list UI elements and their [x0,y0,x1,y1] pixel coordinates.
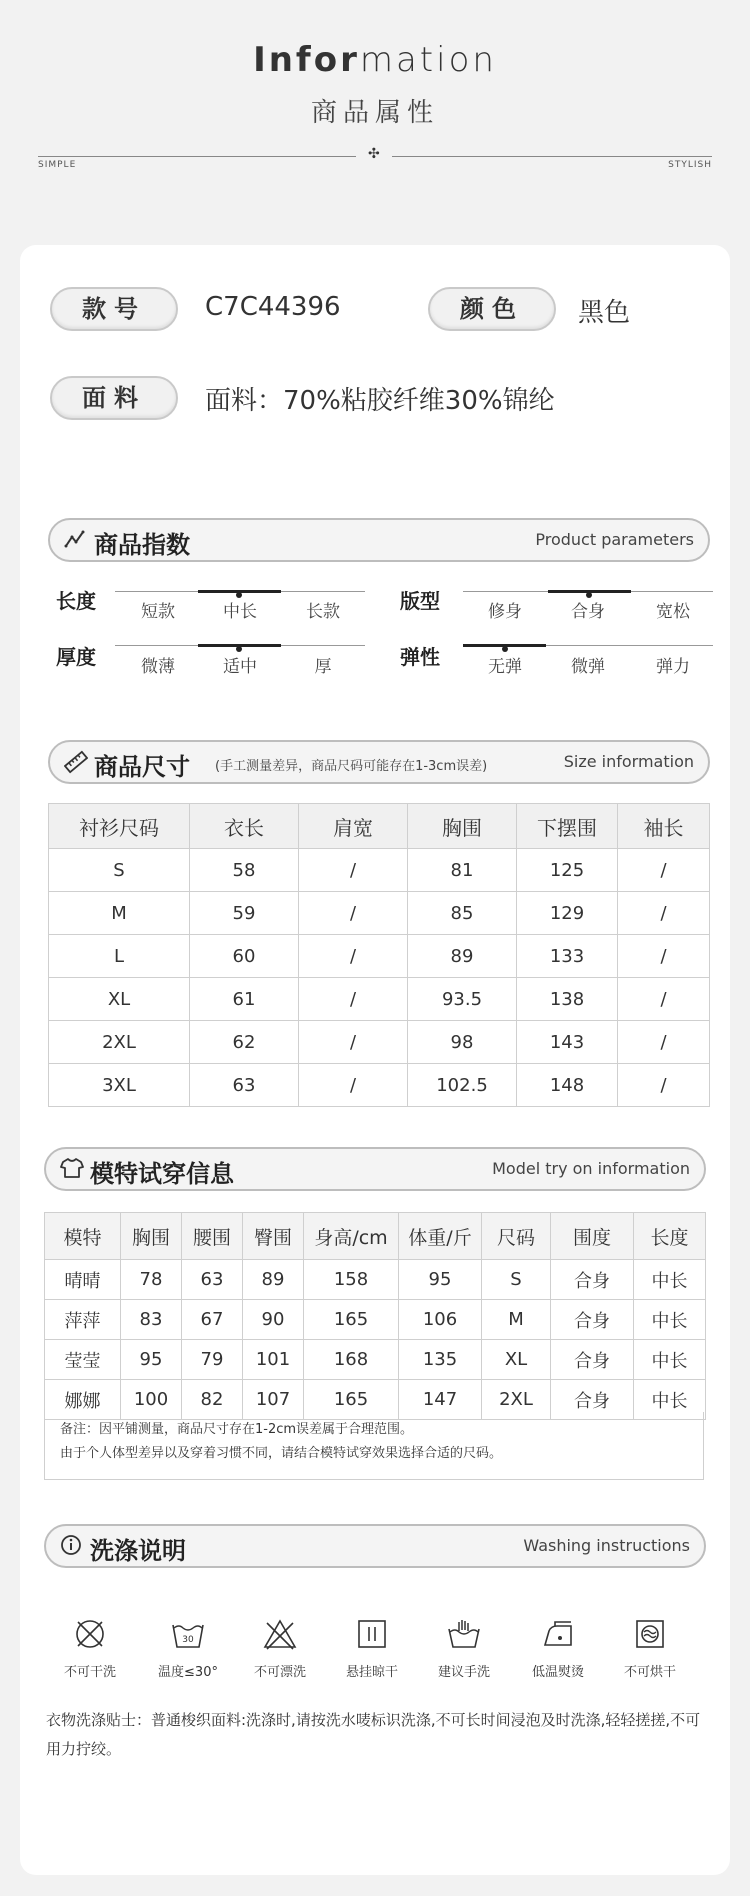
table-header: 袖长 [618,804,710,849]
low-iron-icon [541,1617,575,1651]
table-header: 长度 [634,1213,706,1260]
table-cell: 中长 [634,1340,706,1380]
wash-label: 不可漂洗 [253,1665,306,1680]
table-cell: / [299,978,408,1021]
table-row [45,1300,706,1340]
index-label-elasticity: 弹性 [400,645,440,669]
table-cell: 125 [517,849,618,892]
table-row [49,935,710,978]
index-option: 微弹 [571,657,605,677]
table-cell: 58 [190,849,299,892]
table-header: 下摆围 [517,804,618,849]
table-cell: 3XL [49,1064,190,1107]
table-cell: 2XL [49,1021,190,1064]
table-cell: 85 [408,892,517,935]
table-header: 臀围 [243,1213,304,1260]
table-cell: 98 [408,1021,517,1064]
tag-stylish: STYLISH [668,160,712,170]
tag-simple: SIMPLE [38,160,77,170]
table-cell: 61 [190,978,299,1021]
table-cell: XL [49,978,190,1021]
table-cell: 168 [304,1340,399,1380]
model-table [44,1212,706,1420]
table-cell: 81 [408,849,517,892]
table-cell: 165 [304,1380,399,1420]
section-title: 模特试穿信息 [90,1160,234,1188]
table-cell: / [618,1021,710,1064]
wash-label: 建议手洗 [437,1665,490,1680]
wash-label: 温度≤30° [158,1665,218,1680]
table-header: 衬衫尺码 [49,804,190,849]
index-option: 长款 [306,602,340,622]
color-value: 黑色 [578,298,631,328]
style-no-value: C7C44396 [205,292,341,322]
section-model-info [44,1147,706,1191]
section-product-index [48,518,710,562]
table-cell: 135 [399,1340,482,1380]
table-cell: 中长 [634,1380,706,1420]
table-cell: / [618,849,710,892]
table-cell: / [618,978,710,1021]
table-header: 模特 [45,1213,121,1260]
table-cell: 63 [182,1260,243,1300]
fabric-label: 面料 [50,376,178,420]
wash-temp-text: 30 [182,1635,194,1645]
wash-label: 不可烘干 [623,1665,676,1680]
divider-ornament-icon: ✣ [368,146,380,162]
table-cell: 萍萍 [45,1300,121,1340]
table-cell: 101 [243,1340,304,1380]
table-header: 体重/斤 [399,1213,482,1260]
hand-wash-icon [447,1617,481,1651]
table-cell: 2XL [482,1380,551,1420]
no-bleach-icon [263,1617,297,1651]
table-cell: / [299,892,408,935]
table-cell: 中长 [634,1260,706,1300]
table-cell: 合身 [551,1260,634,1300]
table-cell: 106 [399,1300,482,1340]
table-cell: 129 [517,892,618,935]
info-icon [60,1534,82,1561]
size-table [48,803,710,1107]
wash-label: 低温熨烫 [531,1665,584,1680]
table-cell: 79 [182,1340,243,1380]
index-option: 宽松 [656,602,690,622]
index-option: 无弹 [488,657,522,677]
table-cell: 143 [517,1021,618,1064]
section-note: (手工测量差异，商品尺码可能存在1-3cm误差) [215,759,488,774]
table-cell: L [49,935,190,978]
table-cell: 60 [190,935,299,978]
section-title-en: Product parameters [535,530,694,549]
table-cell: 59 [190,892,299,935]
shirt-icon [60,1157,84,1184]
index-option: 弹力 [656,657,690,677]
table-cell: 娜娜 [45,1380,121,1420]
table-cell: / [618,1064,710,1107]
index-option: 中长 [223,602,257,622]
table-cell: 89 [243,1260,304,1300]
table-cell: 82 [182,1380,243,1420]
trend-chart-icon [64,528,86,555]
divider-right [392,156,712,157]
table-header: 衣长 [190,804,299,849]
table-row [45,1340,706,1380]
table-header: 身高/cm [304,1213,399,1260]
table-cell: 67 [182,1300,243,1340]
table-cell: 78 [121,1260,182,1300]
table-cell: 合身 [551,1380,634,1420]
section-title-en: Model try on information [492,1159,690,1178]
table-cell: 148 [517,1064,618,1107]
section-title: 洗涤说明 [90,1537,186,1565]
table-cell: / [618,935,710,978]
table-cell: M [49,892,190,935]
table-cell: 158 [304,1260,399,1300]
table-cell: 62 [190,1021,299,1064]
table-cell: 90 [243,1300,304,1340]
section-washing [44,1524,706,1568]
wash-tip: 衣物洗涤贴士：普通梭织面料:洗涤时,请按洗水唛标识洗涤,不可长时间浸泡及时洗涤,轻轻搓搓,不可用力拧绞。 [46,1711,701,1758]
wash-30-icon [171,1617,205,1651]
table-cell: 95 [399,1260,482,1300]
table-cell: 95 [121,1340,182,1380]
index-option: 短款 [141,602,175,622]
table-header: 肩宽 [299,804,408,849]
section-size-info [48,740,710,784]
table-header-row [45,1213,706,1260]
table-cell: 93.5 [408,978,517,1021]
index-option: 厚 [314,657,332,677]
section-title: 商品尺寸 [94,753,190,781]
table-header: 胸围 [408,804,517,849]
model-note-line1: 备注：因平铺测量，商品尺寸存在1-2cm误差属于合理范围。 [60,1422,414,1437]
divider-left [38,156,356,157]
page-title-en: Information [253,40,497,80]
wash-item-temp [148,1617,228,1680]
wash-item-no-bleach [240,1617,320,1680]
table-row [49,1064,710,1107]
table-header: 胸围 [121,1213,182,1260]
table-header: 围度 [551,1213,634,1260]
wash-item-hang-dry [332,1617,412,1680]
index-label-thickness: 厚度 [56,645,96,669]
table-cell: XL [482,1340,551,1380]
wash-item-low-iron [518,1617,598,1680]
table-cell: 合身 [551,1300,634,1340]
table-cell: 莹莹 [45,1340,121,1380]
table-row [49,892,710,935]
table-row [49,978,710,1021]
table-cell: 晴晴 [45,1260,121,1300]
table-cell: 102.5 [408,1064,517,1107]
wash-item-hand-wash [424,1617,504,1680]
style-no-label: 款号 [50,287,178,331]
table-row [49,1021,710,1064]
table-header: 腰围 [182,1213,243,1260]
table-cell: 107 [243,1380,304,1420]
table-header-row [49,804,710,849]
no-dry-clean-icon [73,1617,107,1651]
table-cell: / [299,935,408,978]
table-cell: S [49,849,190,892]
table-cell: 89 [408,935,517,978]
table-cell: 133 [517,935,618,978]
hang-dry-icon [355,1617,389,1651]
table-cell: 138 [517,978,618,1021]
table-row [45,1260,706,1300]
table-cell: / [299,1021,408,1064]
wash-label: 不可干洗 [63,1665,116,1680]
table-cell: 165 [304,1300,399,1340]
table-header: 尺码 [482,1213,551,1260]
index-option: 修身 [488,602,522,622]
table-cell: 83 [121,1300,182,1340]
table-cell: / [618,892,710,935]
ruler-icon [64,750,88,779]
section-title-en: Washing instructions [523,1536,690,1555]
table-cell: 合身 [551,1340,634,1380]
page-title-cn: 商品属性 [310,98,439,128]
index-option: 微薄 [141,657,175,677]
index-label-length: 长度 [56,589,96,613]
table-cell: 中长 [634,1300,706,1340]
section-title: 商品指数 [94,531,190,559]
table-cell: 147 [399,1380,482,1420]
fabric-value: 面料：70%粘胶纤维30%锦纶 [205,386,555,416]
wash-item-no-dry-clean [50,1617,130,1680]
table-cell: S [482,1260,551,1300]
index-label-fit: 版型 [400,589,440,613]
model-note-line2: 由于个人体型差异以及穿着习惯不同，请结合模特试穿效果选择合适的尺码。 [60,1446,503,1461]
table-cell: M [482,1300,551,1340]
wash-label: 悬挂晾干 [345,1665,398,1680]
wash-item-no-tumble-dry [610,1617,690,1680]
no-tumble-dry-icon [633,1617,667,1651]
table-cell: 100 [121,1380,182,1420]
index-option: 合身 [571,602,605,622]
section-title-en: Size information [563,752,694,771]
table-cell: / [299,1064,408,1107]
table-row [49,849,710,892]
index-option: 适中 [223,657,257,677]
table-cell: / [299,849,408,892]
color-label: 颜色 [428,287,556,331]
table-cell: 63 [190,1064,299,1107]
